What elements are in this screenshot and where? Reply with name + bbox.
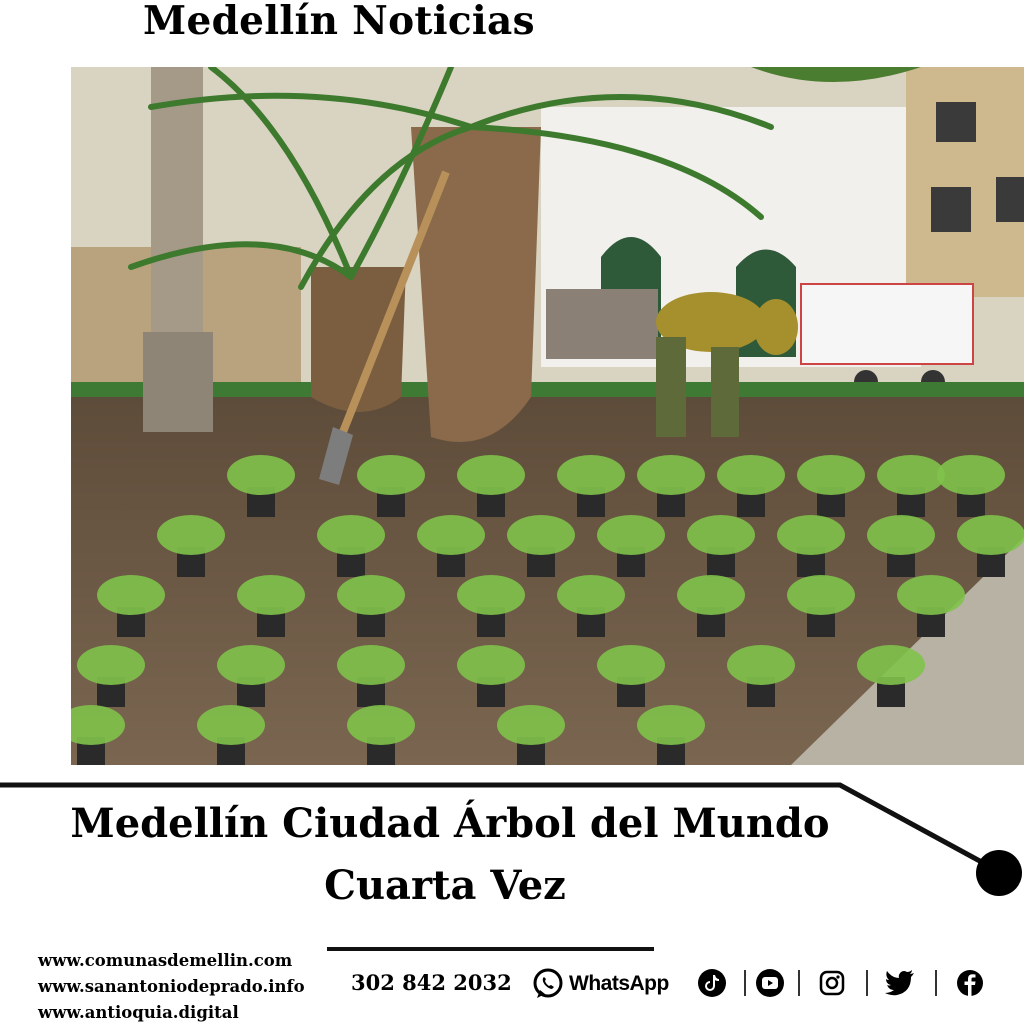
news-photo <box>71 67 1024 765</box>
website-link[interactable]: www.sanantoniodeprado.info <box>38 977 305 996</box>
separator <box>798 970 800 996</box>
tiktok-icon[interactable] <box>697 966 727 1000</box>
separator <box>935 970 937 996</box>
headline-line-2: Cuarta Vez <box>324 862 566 909</box>
whatsapp-icon <box>531 967 565 1001</box>
facebook-icon[interactable] <box>955 966 985 1000</box>
website-list <box>38 948 305 1026</box>
youtube-icon[interactable] <box>755 966 785 1000</box>
brand-title: Medellín Noticias <box>143 0 535 44</box>
website-link[interactable]: www.comunasdemellin.com <box>38 951 293 970</box>
headline-line-1: Medellín Ciudad Árbol del Mundo <box>70 800 830 847</box>
phone-number: 302 842 2032 <box>351 970 512 995</box>
twitter-icon[interactable] <box>885 966 915 1000</box>
instagram-icon[interactable] <box>817 966 847 1000</box>
whatsapp-label: WhatsApp <box>569 972 669 995</box>
separator <box>866 970 868 996</box>
whatsapp-link[interactable] <box>531 967 669 1001</box>
separator <box>744 970 746 996</box>
footer-rule <box>327 947 654 951</box>
website-link[interactable]: www.antioquia.digital <box>38 1003 239 1022</box>
